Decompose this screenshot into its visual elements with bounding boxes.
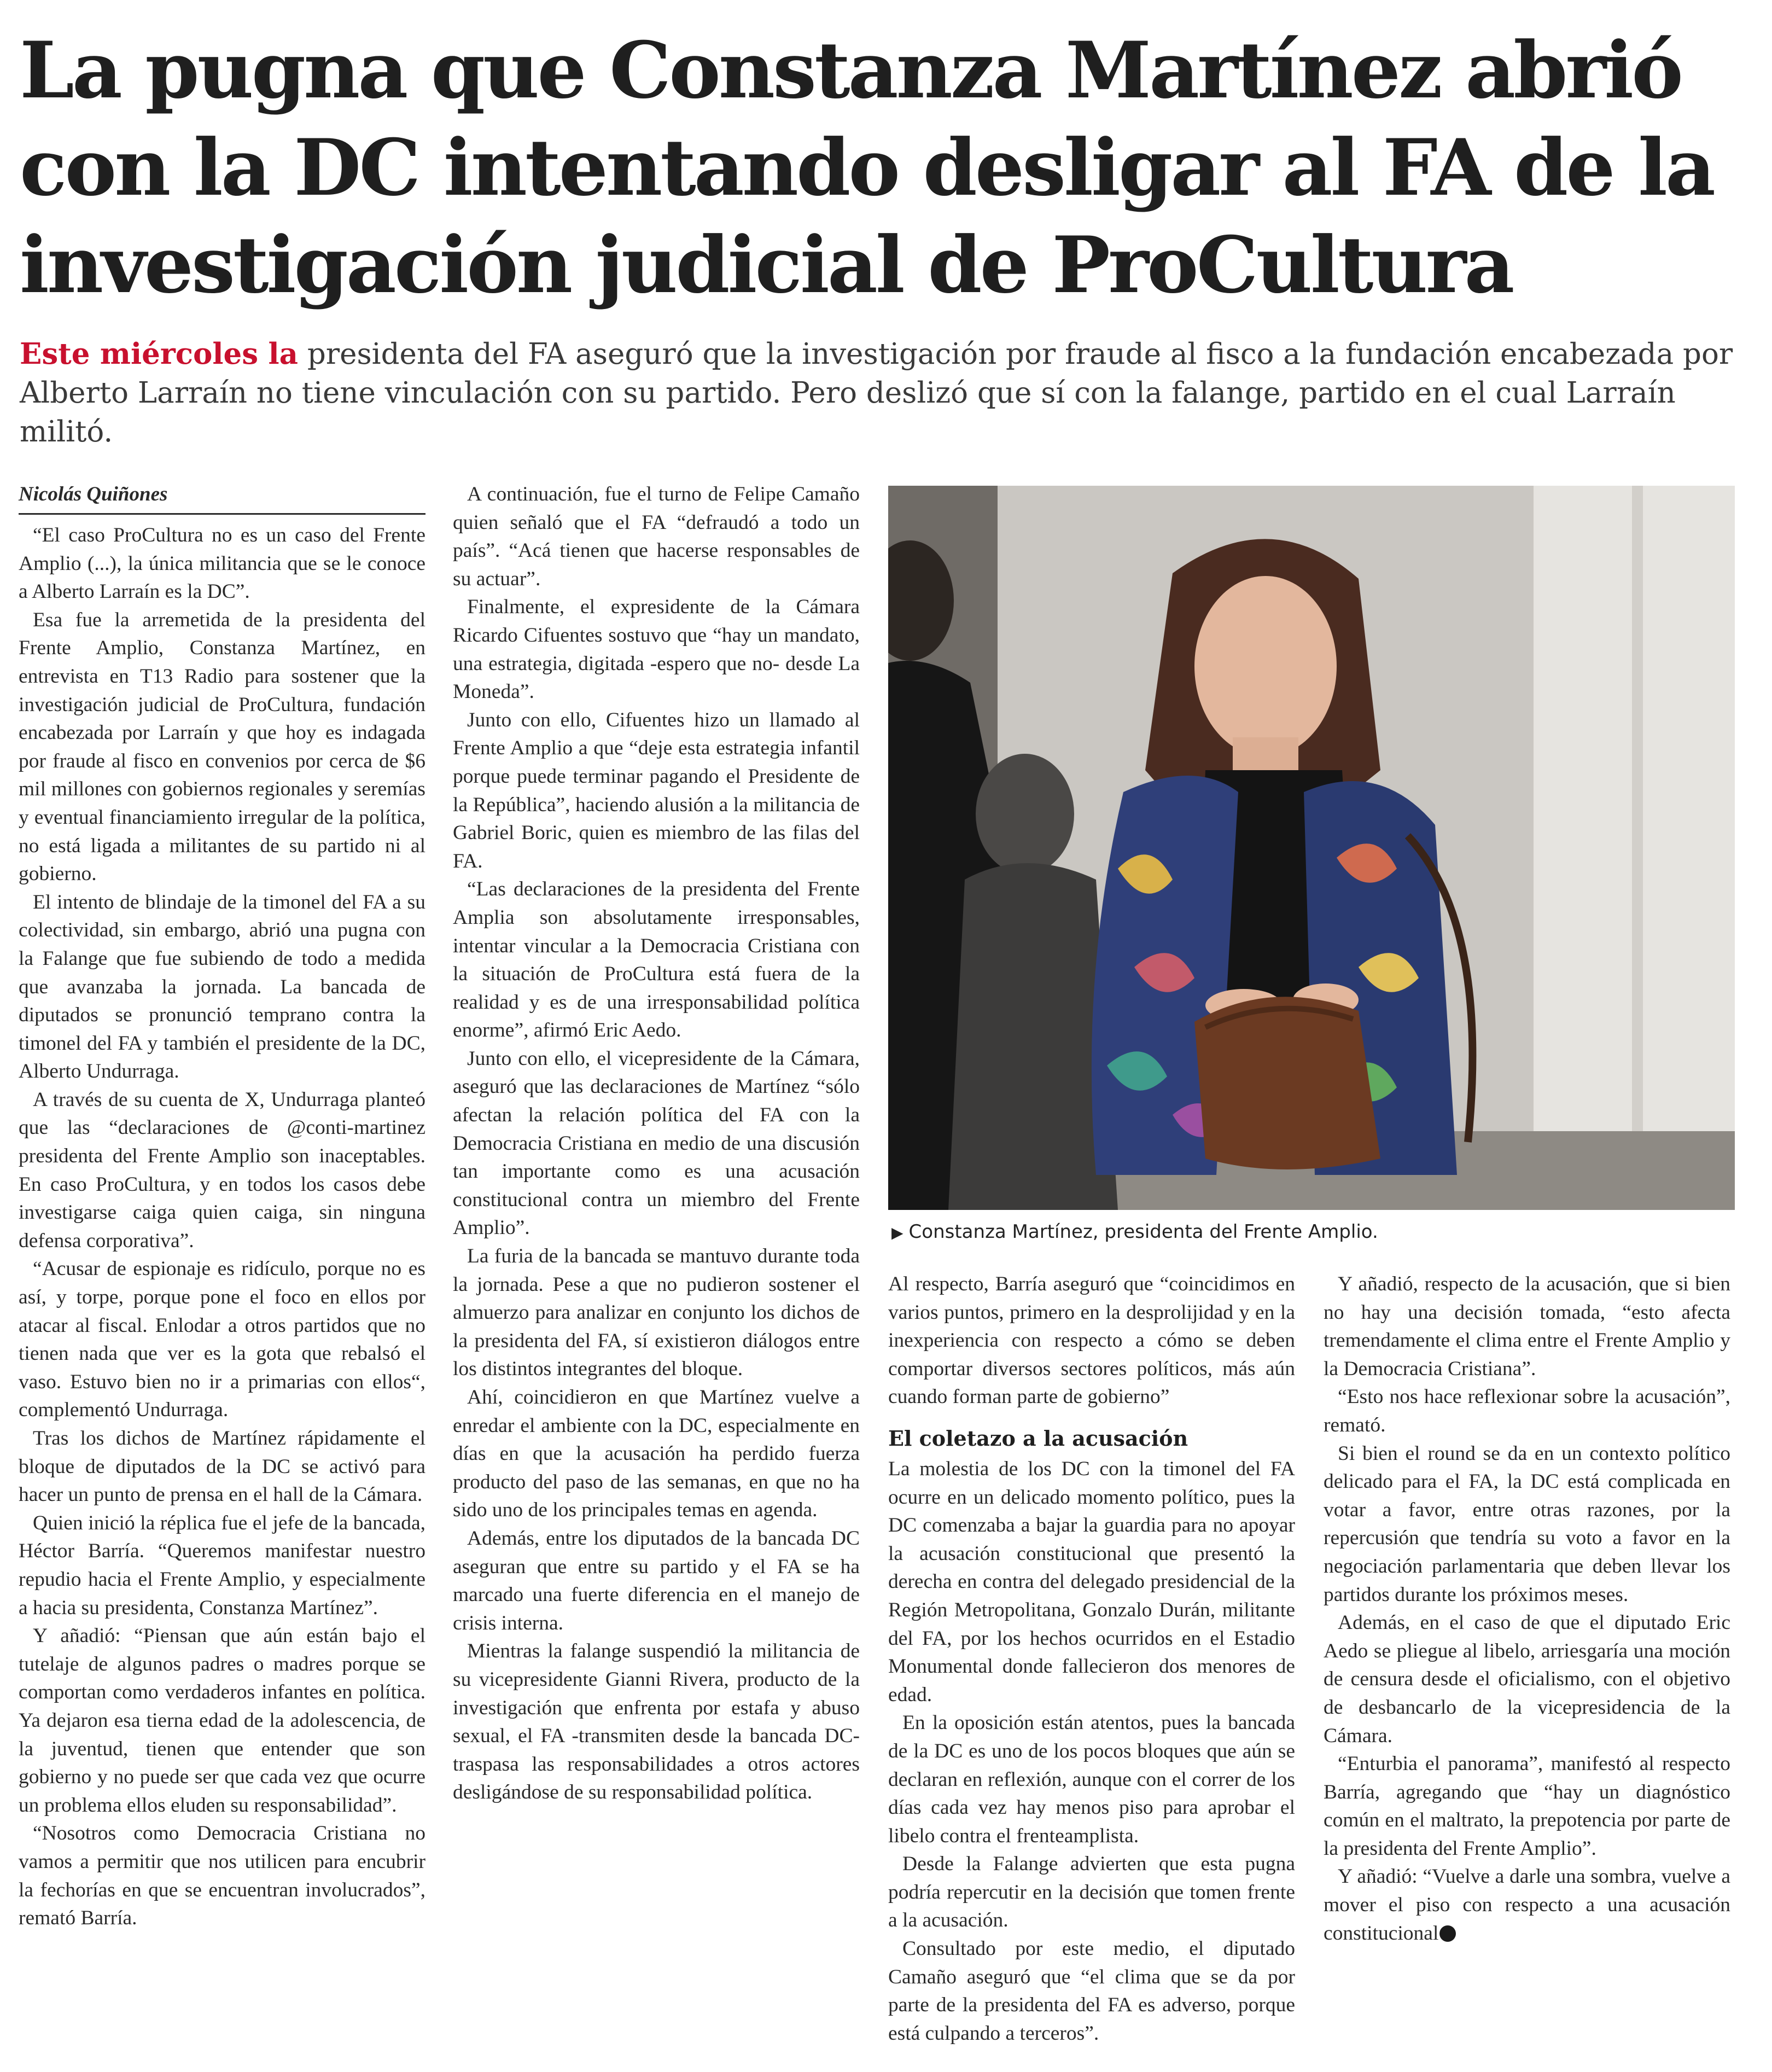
article-paragraph: “Nosotros como Democracia Cristiana no vamos a permitir que nos utilicen para encubrir la fechorías en que se encuentran involucrados”, remató Barría. [19,1822,425,1930]
section-subheading: El coletazo a la acusación [888,1425,1188,1451]
article-paragraph: Consultado por este medio, el diputado Camaño aseguró que “el clima que se da por parte de la presidenta del FA es adverso, porque está culpando a terceros”. [888,1937,1295,2045]
article-paragraph: A través de su cuenta de X, Undurraga planteó que las “declaraciones de @conti-martinez presidenta del Frente Amplio son inaceptables. En caso ProCultura, y en todos los casos debe investigarse caiga quien caiga, sin ninguna defensa corporativa”. [19,1088,425,1252]
article-paragraph: En la oposición están atentos, pues la bancada de la DC es uno de los pocos bloques que aún se declaran en reflexión, aunque con el correr de los días cada vez hay menos piso para aprobar el libelo contra el frenteamplista. [888,1712,1295,1847]
article-paragraph: Además, entre los diputados de la bancada DC aseguran que entre su partido y el FA se ha marcado una fuerte diferencia en el manejo de crisis interna. [453,1527,860,1634]
article-column-3 [888,1270,1295,2047]
headline-line: La pugna que Constanza Martínez abrió [20,25,1681,116]
caption-triangle-icon: ▶ [891,1224,904,1242]
article-paragraph: Esa fue la arremetida de la presidenta del Frente Amplio, Constanza Martínez, en entrevista en T13 Radio para sostener que la investigación judicial de ProCultura, fundación encabezada por Larraín y que hoy es indagada por fraude al fisco en convenios por cerca de $6 mil millones con gobiernos regionales y seremías y eventual financiamiento irregular de la política, no está ligada a militantes de su partido ni al gobierno. [19,608,425,886]
article-paragraph: Finalmente, el expresidente de la Cámara Ricardo Cifuentes sostuvo que “hay un mandato, una estrategia, digitada -espero que no- desde La Moneda”. [453,596,860,703]
lead-highlight: Este miércoles la [20,337,298,371]
article-paragraph: Además, en el caso de que el diputado Eric Aedo se pliegue al libelo, arriesgaría una moción de censura desde el oficialismo, con el objetivo de desbancarlo de la vicepresidencia de la Cámara. [1324,1611,1730,1747]
caption-text: Constanza Martínez, presidenta del Frente Amplio. [908,1221,1378,1243]
photo-caption [891,1219,1734,1246]
article-paragraph: Y añadió, respecto de la acusación, que si bien no hay una decisión tomada, “esto afecta tremendamente el clima entre el Frente Amplio y la Democracia Cristiana”. [1324,1273,1730,1380]
article-column-2 [453,480,860,1807]
article-column-1 [19,481,425,1933]
article-paragraph: La molestia de los DC con la timonel del FA ocurre en un delicado momento político, pues la DC comenzaba a bajar la guardia para no apoyar la acusación constitucional que presentó la derecha en contra del delegado presidencial de la Región Metropolitana, Gonzalo Durán, militante del FA, por los hechos ocurridos en el Estadio Monumental donde fallecieron dos menores de edad. [888,1457,1295,1706]
article-paragraph: “Enturbia el panorama”, manifestó al respecto Barría, agregando que “hay un diagnóstico común en el maltrato, la prepotencia por parte de la presidenta del Frente Amplio”. [1324,1753,1730,1860]
article-paragraph: “Las declaraciones de la presidenta del Frente Amplia son absolutamente irresponsables, intentar vincular a la Democracia Cristiana con la situación de ProCultura está fuera de la realidad y es de una irresponsabilidad política enorme”, afirmó Eric Aedo. [453,878,860,1042]
headline-line: con la DC intentando desligar al FA de la [20,123,1714,213]
article-paragraph: La furia de la bancada se mantuvo durante toda la jornada. Pese a que no pudieron sostener el almuerzo para analizar en conjunto los dichos de la presidenta del FA, sí existieron diálogos entre los distintos integrantes del bloque. [453,1245,860,1381]
article-paragraph: Y añadió: “Piensan que aún están bajo el tutelaje de algunos padres o madres porque se comportan como verdaderos infantes en política. Ya dejaron esa tierna edad de la adolescencia, de la juventud, tienen que entender que son gobierno y no puede ser que cada vez que ocurre un problema ellos eluden su responsabilidad”. [19,1625,425,1817]
article-paragraph: Al respecto, Barría aseguró que “coincidimos en varios puntos, primero en la desprolijidad y en la inexperiencia con respecto a cómo se deben comportar diversos sectores políticos, más aún cuando forman parte de gobierno” [888,1273,1295,1409]
article-paragraph: Quien inició la réplica fue el jefe de la bancada, Héctor Barría. “Queremos manifestar nuestro repudio hacia el Frente Amplio, y especialmente a hacia su presidenta, Constanza Martínez”. [19,1511,425,1619]
end-of-article-dot-icon [1439,1925,1456,1942]
article-paragraph: Tras los dichos de Martínez rápidamente el bloque de diputados de la DC se activó para hacer un punto de prensa en el hall de la Cámara. [19,1427,425,1506]
photo-constanza-martinez [888,486,1735,1210]
lead-text: presidenta del FA aseguró que la investigación por fraude al fisco a la fundación encabezada por Alberto Larraín no tiene vinculación con su partido. Pero deslizó que sí con la falange, partido en el cual Larraín militó. [20,337,1733,449]
byline: Nicolás Quiñones [19,481,425,515]
article-paragraph: Desde la Falange advierten que esta pugna podría repercutir en la decisión que tomen frente a la acusación. [888,1853,1295,1932]
headline [20,22,1752,314]
article-paragraph: “El caso ProCultura no es un caso del Frente Amplio (...), la única militancia que se le conoce a Alberto Larraín es la DC”. [19,524,425,603]
article-column-4 [1324,1270,1730,1947]
article-paragraph [1324,1863,1730,1947]
article-paragraph: Si bien el round se da en un contexto político delicado para el FA, la DC está complicada en votar a favor, entre otras razones, por la repercusión que tendría su voto a favor en la negociación parlamentaria que deben llevar los partidos durante los próximos meses. [1324,1442,1730,1606]
article-paragraph: Ahí, coincidieron en que Martínez vuelve a enredar el ambiente con la DC, especialmente en días en que la acusación ha perdido fuerza producto del paso de las semanas, en que no ha sido uno de los principales temas en agenda. [453,1386,860,1522]
article-closing-text: Y añadió: “Vuelve a darle una sombra, vuelve a mover el piso con respecto a una acusación constitucional [1324,1865,1730,1945]
article-paragraph: “Acusar de espionaje es ridículo, porque no es así, y torpe, porque pone el foco en ellos por atacar al fiscal. Enlodar a otros partidos que no tienen nada que ver es la gota que rebalsó el vaso. Estuvo bien no ir a primarias con ellos“, complementó Undurraga. [19,1258,425,1422]
lead-paragraph [20,335,1752,451]
article-paragraph: A continuación, fue el turno de Felipe Camaño quien señaló que el FA “defraudó a todo un país”. “Acá tienen que hacerse responsables de su actuar”. [453,483,860,590]
article-paragraph: El intento de blindaje de la timonel del FA a su colectividad, sin embargo, abrió una pugna con la Falange que fue subiendo de todo a medida que avanzaba la jornada. La bancada de diputados se pronunció temprano contra la timonel del FA y también el presidente de la DC, Alberto Undurraga. [19,891,425,1083]
article-paragraph: Junto con ello, el vicepresidente de la Cámara, aseguró que las declaraciones de Martínez “sólo afectan la relación política del FA con la Democracia Cristiana en medio de una discusión tan importante como es una acusación constitucional contra un miembro del Frente Amplio”. [453,1047,860,1239]
article-paragraph: “Esto nos hace reflexionar sobre la acusación”, remató. [1324,1386,1730,1436]
article-paragraph: Mientras la falange suspendió la militancia de su vicepresidente Gianni Rivera, producto de la investigación que enfrenta por estafa y abuso sexual, el FA -transmiten desde la bancada DC- traspasa las responsabilidades a otros actores desligándose de su responsabilidad política. [453,1640,860,1804]
article-paragraph: Junto con ello, Cifuentes hizo un llamado al Frente Amplio a que “deje esta estrategia infantil porque puede terminar pagando el Presidente de la República”, haciendo alusión a la militancia de Gabriel Boric, quien es miembro de las filas del FA. [453,708,860,872]
headline-line: investigación judicial de ProCultura [20,220,1513,311]
